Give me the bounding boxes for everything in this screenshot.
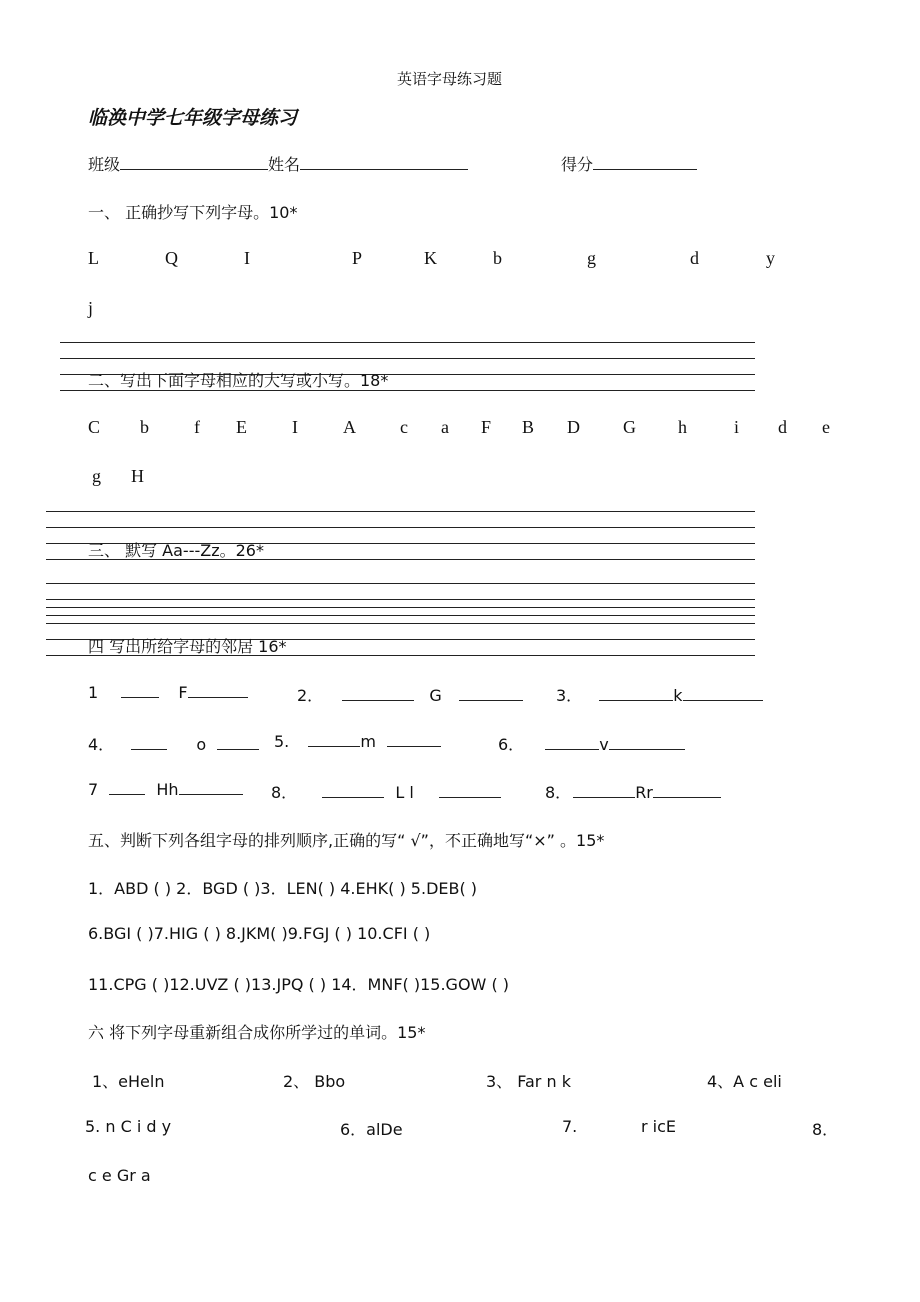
answer-blank[interactable] <box>683 686 763 701</box>
answer-blank[interactable] <box>459 686 523 701</box>
s6-word-1: 1、eHeln <box>92 1072 165 1091</box>
s1-letter: K <box>424 248 437 268</box>
s2-letter: C <box>88 417 101 437</box>
s2-letter: e <box>822 417 830 437</box>
writing-line <box>46 511 755 512</box>
s4-item-1: 1 F <box>88 683 248 702</box>
s1-letter: b <box>493 248 502 268</box>
s5-row-1: 1．ABD ( ) 2．BGD ( )3．LEN( ) 4.EHK( ) 5.DEB( ) <box>88 879 478 898</box>
name-label: 姓名 <box>268 155 301 174</box>
s4-item-2: 2． G <box>297 683 523 706</box>
answer-blank[interactable] <box>387 732 441 747</box>
class-blank[interactable] <box>120 155 268 170</box>
s2-letter: g <box>92 466 101 486</box>
s5-row-2: 6.BGI ( )7.HIG ( ) 8.JKM( )9.FGJ ( ) 10.CFI ( ) <box>88 924 431 943</box>
s6-word-5: 5. n C i d y <box>85 1117 172 1136</box>
answer-blank[interactable] <box>609 735 685 750</box>
writing-line <box>46 583 755 584</box>
s4-item-6: 6． v <box>498 732 685 755</box>
answer-blank[interactable] <box>573 783 635 798</box>
s2-letter: a <box>441 417 449 437</box>
s6-word-3: 3、 Far n k <box>486 1072 571 1091</box>
s6-word-8-number: 8． <box>812 1120 839 1139</box>
s1-letter: I <box>244 248 250 268</box>
s2-letter: I <box>292 417 298 437</box>
section-3-title: 三、 默写 Aa---Zz。26* <box>88 541 264 560</box>
answer-blank[interactable] <box>599 686 673 701</box>
s1-letter: y <box>766 248 775 268</box>
s2-letter: F <box>481 417 492 437</box>
s1-letter: P <box>352 248 363 268</box>
document-title: 临涣中学七年级字母练习 <box>88 107 298 129</box>
writing-line <box>60 358 755 359</box>
section-4-title: 四 写出所给字母的邻居 16* <box>88 637 287 656</box>
score-field <box>561 152 697 175</box>
writing-line <box>46 527 755 528</box>
writing-line <box>46 599 755 600</box>
s2-letter: c <box>400 417 408 437</box>
s2-letter: B <box>522 417 535 437</box>
answer-blank[interactable] <box>188 683 248 698</box>
s1-letter: Q <box>165 248 178 268</box>
section-2-title: 二、写出下面字母相应的大写或小写。18* <box>88 371 389 390</box>
s2-letter: H <box>131 466 144 486</box>
writing-line <box>46 615 755 616</box>
section-6-title: 六 将下列字母重新组合成你所学过的单词。15* <box>88 1023 426 1042</box>
answer-blank[interactable] <box>121 683 159 698</box>
answer-blank[interactable] <box>308 732 360 747</box>
section-5-title: 五、判断下列各组字母的排列顺序,正确的写“ √”，不正确地写“×” 。15* <box>88 831 605 850</box>
s1-letter: j <box>88 298 94 318</box>
answer-blank[interactable] <box>217 735 259 750</box>
s2-letter: f <box>194 417 200 437</box>
s4-item-7: 7 Hh <box>88 780 243 799</box>
class-label: 班级 <box>88 155 121 174</box>
answer-blank[interactable] <box>179 780 243 795</box>
s6-word-7-number: 7. <box>562 1117 578 1136</box>
answer-blank[interactable] <box>131 735 167 750</box>
s2-letter: D <box>567 417 580 437</box>
section-1-title: 一、 正确抄写下列字母。10* <box>88 203 298 222</box>
s1-letter: L <box>88 248 99 268</box>
answer-blank[interactable] <box>109 780 145 795</box>
s6-word-7: r icE <box>641 1117 677 1136</box>
score-blank[interactable] <box>593 155 697 170</box>
answer-blank[interactable] <box>322 783 384 798</box>
s2-letter: i <box>734 417 740 437</box>
name-blank[interactable] <box>300 155 468 170</box>
s2-letter: G <box>623 417 636 437</box>
s2-letter: d <box>778 417 787 437</box>
s2-letter: A <box>343 417 356 437</box>
answer-blank[interactable] <box>653 783 721 798</box>
s1-letter: g <box>587 248 596 268</box>
s6-word-2: 2、 Bbo <box>283 1072 346 1091</box>
s4-item-3: 3． k <box>556 683 763 706</box>
class-field <box>88 152 468 175</box>
s6-word-6: 6．alDe <box>340 1120 403 1139</box>
s1-letter: d <box>690 248 699 268</box>
answer-blank[interactable] <box>439 783 501 798</box>
answer-blank[interactable] <box>342 686 414 701</box>
writing-line <box>46 607 755 608</box>
writing-line <box>46 623 755 624</box>
s6-word-8: c e Gr a <box>88 1166 151 1185</box>
writing-line <box>60 342 755 343</box>
s4-item-5: 5. m <box>274 732 441 751</box>
s2-letter: b <box>140 417 149 437</box>
page-header: 英语字母练习题 <box>397 70 503 88</box>
s2-letter: h <box>678 417 687 437</box>
answer-blank[interactable] <box>545 735 599 750</box>
score-label: 得分 <box>561 155 594 174</box>
s4-item-9: 8． Rr <box>545 780 721 803</box>
s4-item-4: 4． o <box>88 732 259 755</box>
s6-word-4: 4、A c eli <box>707 1072 782 1091</box>
s2-letter: E <box>236 417 247 437</box>
s5-row-3: 11.CPG ( )12.UVZ ( )13.JPQ ( ) 14．MNF( )15.GOW ( ) <box>88 975 510 994</box>
s4-item-8: 8． L l <box>271 780 501 803</box>
